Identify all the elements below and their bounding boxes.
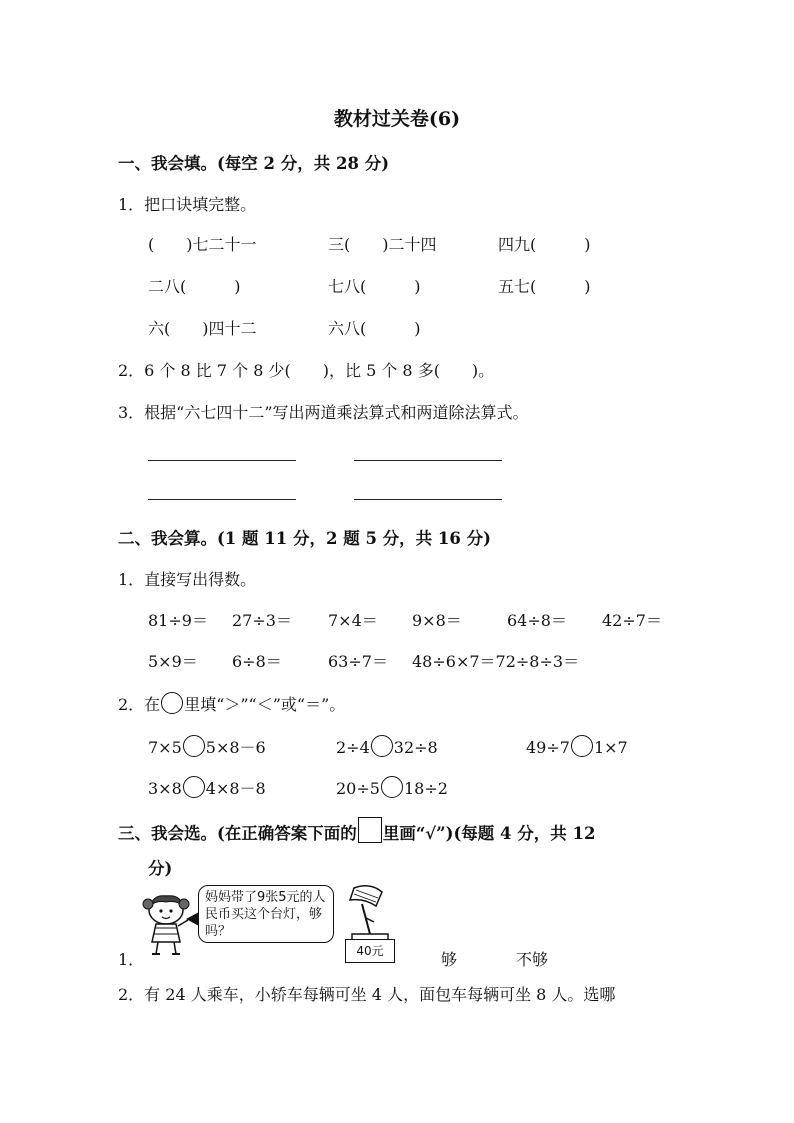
option-enough[interactable]: 够 xyxy=(441,950,458,969)
section-3-heading-cont: 分) xyxy=(148,859,173,878)
s3-q1-number: 1． xyxy=(118,950,145,969)
compare-right: 18÷2 xyxy=(403,779,448,798)
section-3-heading xyxy=(118,817,595,844)
compare-left: 7×5 xyxy=(148,738,182,757)
desk-lamp-icon xyxy=(340,882,400,942)
calc-item: 27÷3＝ xyxy=(232,611,292,630)
s1-q2: 2．6 个 8 比 7 个 8 少( )，比 5 个 8 多( )。 xyxy=(118,361,495,380)
speech-bubble: 妈妈带了9张5元的人民币买这个台灯，够吗？ xyxy=(198,885,334,943)
compare-item xyxy=(148,776,266,799)
calc-item: 81÷9＝ xyxy=(148,611,208,630)
compare-right: 4×8－8 xyxy=(205,779,266,798)
calc-item: 42÷7＝ xyxy=(602,611,662,630)
calc-item: 64÷8＝ xyxy=(507,611,567,630)
s3-q2: 2．有 24 人乘车，小轿车每辆可坐 4 人，面包车每辆可坐 8 人。选哪 xyxy=(118,985,616,1004)
compare-right: 32÷8 xyxy=(393,738,438,757)
answer-line[interactable] xyxy=(354,460,502,461)
option-not-enough[interactable]: 不够 xyxy=(516,950,549,969)
s1-q3: 3．根据“六七四十二”写出两道乘法算式和两道除法算式。 xyxy=(118,403,529,422)
answer-line[interactable] xyxy=(354,499,502,500)
s1-q1-r3-c1: 六( )四十二 xyxy=(148,319,257,338)
calc-item: 6÷8＝ xyxy=(232,652,282,671)
answer-line[interactable] xyxy=(148,499,296,500)
s1-q1-r2-c2: 七八( ) xyxy=(328,277,421,296)
compare-right: 5×8－6 xyxy=(205,738,266,757)
price-tag: 40元 xyxy=(345,939,395,963)
compare-item xyxy=(148,735,266,758)
s2-q2-stem-b: 里填“＞”“＜”或“＝”。 xyxy=(184,695,346,714)
s3-heading-a: 三、我会选。(在正确答案下面的 xyxy=(118,824,357,843)
girl-illustration-icon xyxy=(142,890,192,956)
s3-heading-b: 里画“√”)(每题 4 分，共 12 xyxy=(382,824,596,843)
s1-q1-r3-c2: 六八( ) xyxy=(328,319,421,338)
calc-item: 48÷6×7＝72÷8÷3＝ xyxy=(412,652,580,671)
s2-q1-stem: 1．直接写出得数。 xyxy=(118,570,257,589)
compare-left: 3×8 xyxy=(148,779,182,798)
section-1-heading: 一、我会填。(每空 2 分，共 28 分) xyxy=(118,154,390,173)
calc-item: 63÷7＝ xyxy=(328,652,388,671)
calc-item: 5×9＝ xyxy=(148,652,198,671)
compare-left: 49÷7 xyxy=(526,738,570,757)
page-title: 教材过关卷(6) xyxy=(333,108,461,130)
circle-blank[interactable] xyxy=(571,735,593,757)
circle-blank[interactable] xyxy=(183,776,205,798)
compare-left: 20÷5 xyxy=(336,779,380,798)
section-2-heading: 二、我会算。(1 题 11 分，2 题 5 分，共 16 分) xyxy=(118,529,491,548)
s1-q1-r1-c3: 四九( ) xyxy=(498,235,591,254)
s1-q1-r1-c2: 三( )二十四 xyxy=(328,235,437,254)
s2-q2-stem xyxy=(118,692,345,715)
circle-blank[interactable] xyxy=(381,776,403,798)
circle-blank[interactable] xyxy=(161,692,183,714)
s1-q1-r2-c1: 二八( ) xyxy=(148,277,241,296)
calc-item: 7×4＝ xyxy=(328,611,378,630)
compare-right: 1×7 xyxy=(593,738,628,757)
s2-q2-stem-a: 2．在 xyxy=(118,695,161,714)
answer-line[interactable] xyxy=(148,460,296,461)
answer-square xyxy=(358,817,382,843)
s1-q1-r1-c1: ( )七二十一 xyxy=(148,235,257,254)
compare-item xyxy=(526,735,628,757)
circle-blank[interactable] xyxy=(371,735,393,757)
circle-blank[interactable] xyxy=(183,735,205,757)
s1-q1-r2-c3: 五七( ) xyxy=(498,277,591,296)
compare-left: 2÷4 xyxy=(336,738,370,757)
compare-item xyxy=(336,776,448,798)
compare-item xyxy=(336,735,438,757)
calc-item: 9×8＝ xyxy=(412,611,462,630)
s1-q1-stem: 1．把口诀填完整。 xyxy=(118,195,257,214)
